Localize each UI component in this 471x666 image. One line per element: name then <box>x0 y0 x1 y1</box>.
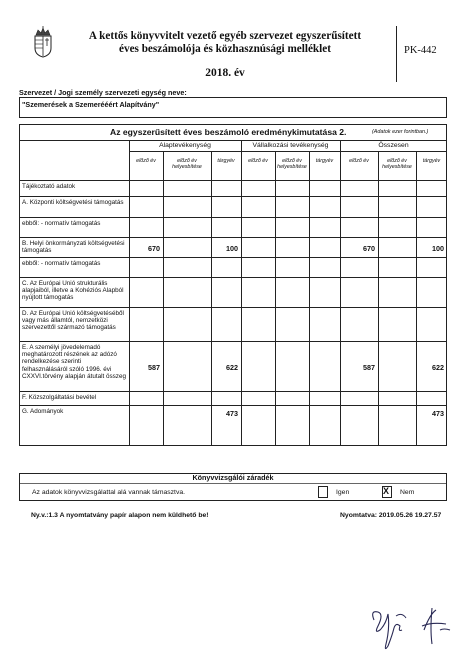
group-column-rule <box>340 140 341 446</box>
audit-title: Könyvvizsgálói záradék <box>192 473 274 482</box>
footer-note: Ny.v.:1.3 A nyomtatvány papír alapon nem küldhető be! <box>31 512 209 519</box>
form-title <box>60 30 390 56</box>
row-rule <box>19 277 447 278</box>
row-value: 100 <box>226 244 238 253</box>
form-title-line2: éves beszámolója és közhasznúsági melléklet <box>119 43 331 55</box>
row-value: 670 <box>363 244 375 253</box>
header-divider <box>396 26 397 82</box>
row-label: D. Az Európai Unió költségvetéséből vagy más államtól, nemzetközi szervezettől származó támogatás <box>22 310 124 332</box>
row-rule <box>19 307 447 308</box>
column-subheader: előző év <box>136 158 156 164</box>
row-label: E. A személyi jövedelemadó meghatározott részének az adózó rendelkezése szerinti felhasználásáról szóló 1996. évi CXXVI.törvény alapján átutalt összeg <box>22 344 126 380</box>
group-column-rule <box>241 140 242 446</box>
row-value: 622 <box>226 363 238 372</box>
audit-divider <box>20 483 446 484</box>
row-value: 587 <box>363 363 375 372</box>
row-value: 473 <box>432 409 444 418</box>
row-value: 670 <box>148 244 160 253</box>
row-label: F. Közszolgáltatási bevétel <box>22 394 97 401</box>
audit-question: Az adatok könyvvizsgálattal alá vannak támasztva. <box>32 489 186 496</box>
row-rule <box>19 391 447 392</box>
print-timestamp: Nyomtatva: 2019.05.26 19.27.57 <box>340 512 442 519</box>
row-rule <box>19 196 447 197</box>
group-header: Összesen <box>378 142 409 149</box>
audit-no-mark: X <box>383 486 390 496</box>
row-rule <box>19 257 447 258</box>
row-label: ebből: - normatív támogatás <box>22 220 101 227</box>
unit-note: (Adatok ezer forintban.) <box>372 129 429 135</box>
audit-yes-checkbox[interactable] <box>318 486 328 498</box>
row-label: ebből: - normatív támogatás <box>22 260 101 267</box>
column-subheader: előző év helyesbítése <box>172 158 202 170</box>
form-title-line1: A kettős könyvvitelt vezető egyéb szervezet egyszerűsített <box>88 30 362 42</box>
row-rule <box>19 341 447 342</box>
group-header: Alaptevékenység <box>159 142 211 149</box>
column-subheader: tárgyév <box>315 158 334 164</box>
column-subheader: előző év <box>248 158 268 164</box>
org-label: Szervezet / Jogi személy szervezeti egység neve: <box>19 88 187 97</box>
org-name-field <box>19 97 447 118</box>
coat-of-arms-icon <box>31 26 55 58</box>
row-label: B. Helyi önkormányzati költségvetési támogatás <box>22 240 125 255</box>
group-column-rule <box>129 140 130 446</box>
row-rule <box>19 217 447 218</box>
row-value: 100 <box>432 244 444 253</box>
group-header: Vállalkozási tevékenység <box>252 142 329 149</box>
row-rule <box>19 405 447 406</box>
column-subheader: tárgyév <box>217 158 235 164</box>
row-rule <box>19 237 447 238</box>
form-code: PK-442 <box>404 45 437 56</box>
column-subheader: előző év <box>349 158 369 164</box>
signature-icon <box>366 600 456 656</box>
row-label: Tájékoztató adatok <box>22 183 76 190</box>
subheader-rule <box>19 180 447 181</box>
column-subheader: tárgyév <box>422 158 441 164</box>
row-value: 622 <box>432 363 444 372</box>
audit-box <box>19 473 447 501</box>
row-label: G. Adományok <box>22 408 64 415</box>
form-year: 2018. év <box>205 67 245 79</box>
group-header-rule <box>129 151 447 152</box>
table-title: Az egyszerűsített éves beszámoló eredménykimutatása 2. <box>110 127 347 137</box>
column-subheader: előző év helyesbítése <box>277 158 307 170</box>
table-title-rule <box>19 140 447 141</box>
column-subheader: előző év helyesbítése <box>382 158 412 170</box>
row-value: 587 <box>148 363 160 372</box>
org-name: "Szemerések a Szemerééért Alapítvány" <box>22 100 160 109</box>
audit-yes-label: Igen <box>336 489 350 496</box>
row-label: A. Központi költségvetési támogatás <box>22 199 124 206</box>
row-label: C. Az Európai Unió strukturális alapjaiból, illetve a Kohéziós Alapból nyújtott támogatás <box>22 280 124 302</box>
row-value: 473 <box>226 409 238 418</box>
audit-no-checkbox[interactable] <box>382 486 392 498</box>
audit-no-label: Nem <box>400 489 415 496</box>
